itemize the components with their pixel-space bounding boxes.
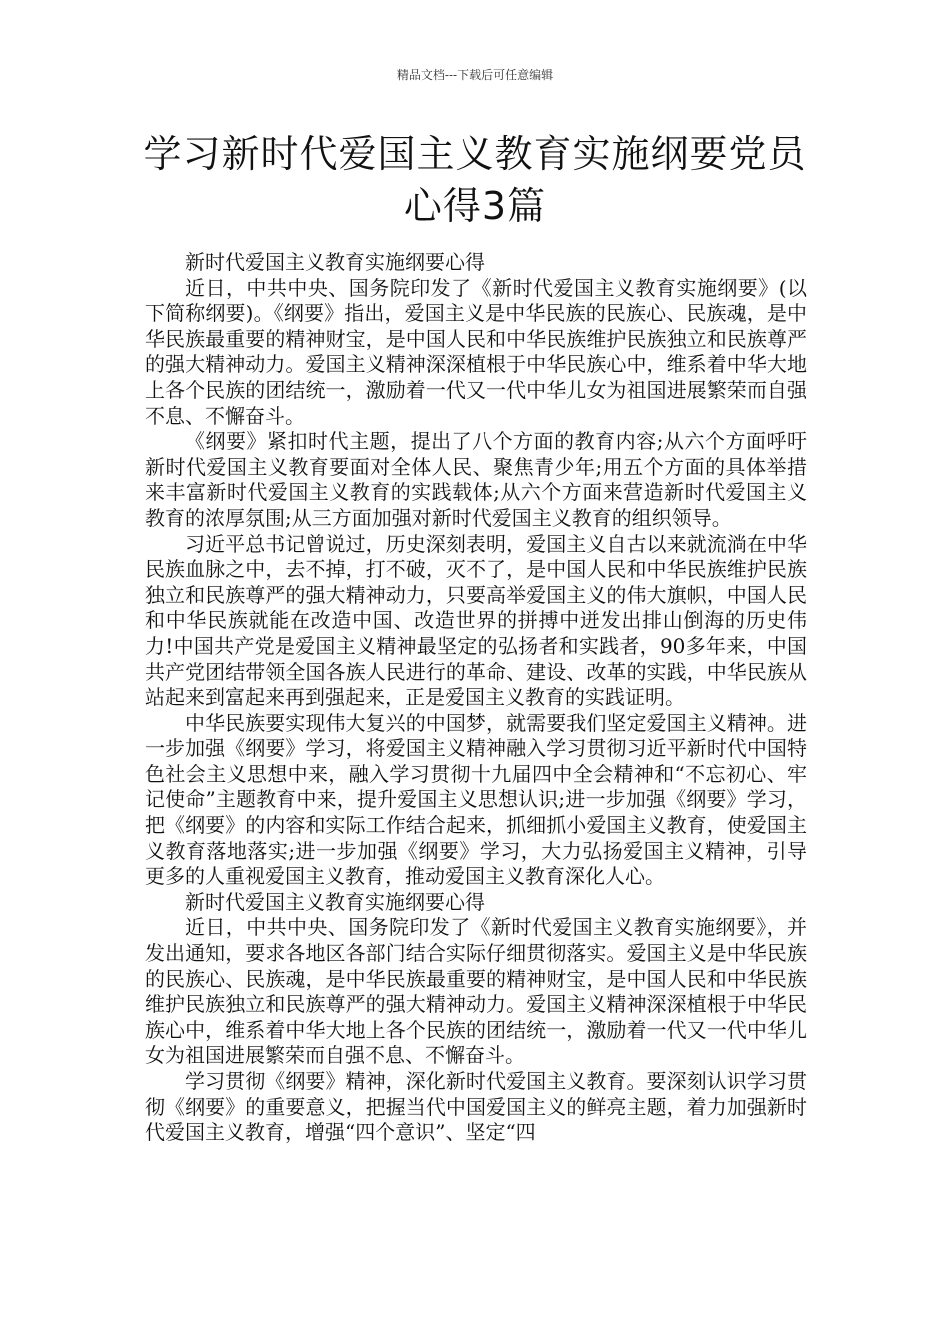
header-note: 精品文档---下载后可任意编辑 (396, 68, 554, 82)
title-line-2: 心得3篇 (403, 184, 547, 228)
body-paragraph: 近日，中共中央、国务院印发了《新时代爱国主义教育实施纲要》(以下简称纲要)。《纲要》指出，爱国主义是中华民族的民族心、民族魂，是中华民族最重要的精神财宝，是中国人民和中华民族维护民族独立和民族尊严的强大精神动力。爱国主义精神深深植根于中华民族心中，维系着中华大地上各个民族的团结统一，激励着一代又一代中华儿女为祖国进展繁荣而自强不息、不懈奋斗。 (145, 275, 807, 428)
section-heading: 新时代爱国主义教育实施纲要心得 (185, 889, 485, 914)
section-heading: 新时代爱国主义教育实施纲要心得 (185, 250, 485, 274)
document-body (145, 250, 807, 1146)
body-paragraph: 习近平总书记曾说过，历史深刻表明，爱国主义自古以来就流淌在中华民族血脉之中，去不掉，打不破，灭不了，是中国人民和中华民族维护民族独立和民族尊严的强大精神动力，只要高举爱国主义的伟大旗帜，中国人民和中华民族就能在改造中国、改造世界的拼搏中迸发出排山倒海的历史伟力!中国共产党是爱国主义精神最坚定的弘扬者和实践者，90多年来，中国共产党团结带领全国各族人民进行的革命、建设、改革的实践，中华民族从站起来到富起来再到强起来，正是爱国主义教育的实践证明。 (145, 531, 807, 710)
body-paragraph: 近日，中共中央、国务院印发了《新时代爱国主义教育实施纲要》，并发出通知，要求各地区各部门结合实际仔细贯彻落实。爱国主义是中华民族的民族心、民族魂，是中华民族最重要的精神财宝，是中国人民和中华民族维护民族独立和民族尊严的强大精神动力。爱国主义精神深深植根于中华民族心中，维系着中华大地上各个民族的团结统一，激励着一代又一代中华儿女为祖国进展繁荣而自强不息、不懈奋斗。 (145, 915, 807, 1068)
title-line-1: 学习新时代爱国主义教育实施纲要党员 (143, 132, 807, 176)
body-paragraph: 中华民族要实现伟大复兴的中国梦，就需要我们坚定爱国主义精神。进一步加强《纲要》学习，将爱国主义精神融入学习贯彻习近平新时代中国特色社会主义思想中来，融入学习贯彻十九届四中全会精神和“不忘初心、牢记使命”主题教育中来，提升爱国主义思想认识;进一步加强《纲要》学习，把《纲要》的内容和实际工作结合起来，抓细抓小爱国主义教育，使爱国主义教育落地落实;进一步加强《纲要》学习，大力弘扬爱国主义精神，引导更多的人重视爱国主义教育，推动爱国主义教育深化人心。 (145, 710, 807, 889)
body-paragraph: 学习贯彻《纲要》精神，深化新时代爱国主义教育。要深刻认识学习贯彻《纲要》的重要意义，把握当代中国爱国主义的鲜亮主题，着力加强新时代爱国主义教育，增强“四个意识”、坚定“四 (145, 1069, 807, 1145)
document-title (130, 128, 820, 232)
body-paragraph: 《纲要》紧扣时代主题，提出了八个方面的教育内容;从六个方面呼吁新时代爱国主义教育要面对全体人民、聚焦青少年;用五个方面的具体举措来丰富新时代爱国主义教育的实践载体;从六个方面来营造新时代爱国主义教育的浓厚氛围;从三方面加强对新时代爱国主义教育的组织领导。 (145, 429, 807, 530)
